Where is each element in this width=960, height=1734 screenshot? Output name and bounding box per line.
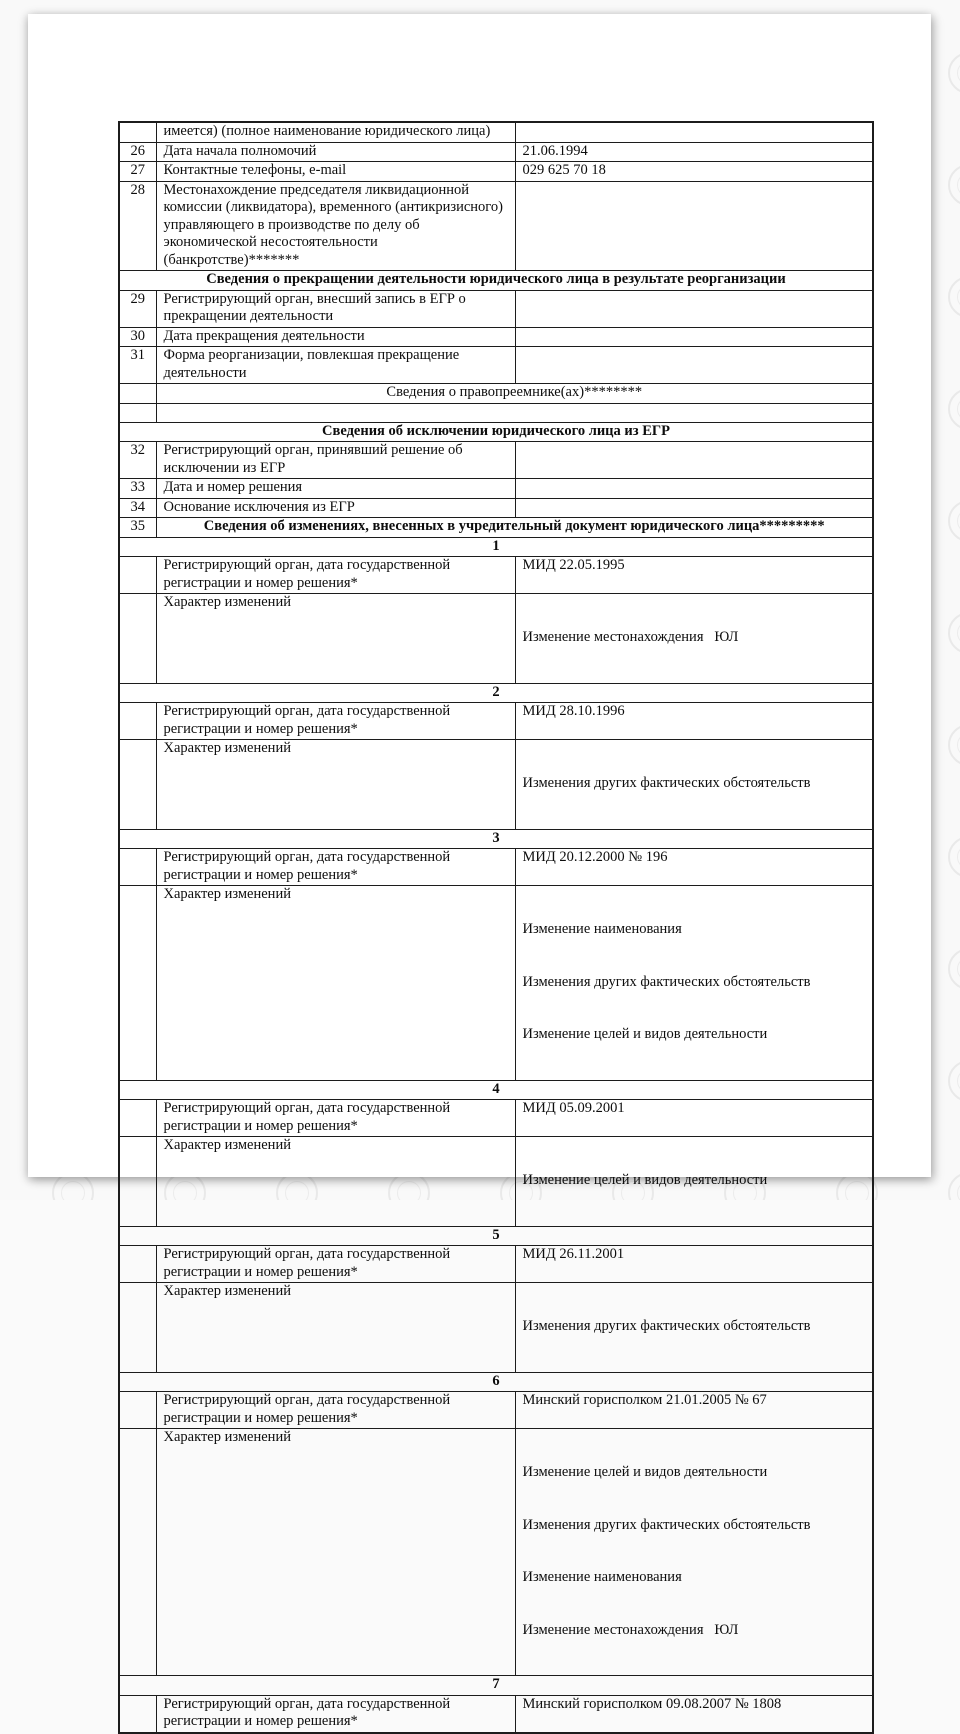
amendment-number: 4	[119, 1080, 873, 1100]
amendment-number-row	[119, 829, 873, 849]
section-header-reorganization	[119, 271, 873, 291]
label-cell: Регистрирующий орган, дата государственной регистрации и номер решения*	[156, 849, 515, 886]
value-cell: МИД 22.05.1995	[515, 557, 873, 594]
change-item: Изменение местонахождения ЮЛ	[522, 629, 739, 645]
value-cell: Минский горисполком 09.08.2007 № 1808	[515, 1695, 873, 1733]
label-cell: Дата прекращения деятельности	[156, 327, 515, 347]
row-number-cell	[119, 886, 156, 1081]
change-item: Изменение целей и видов деятельности	[522, 1464, 768, 1480]
successor-title: Сведения о правопреемнике(ах)********	[156, 384, 873, 404]
label-cell: Характер изменений	[156, 594, 515, 684]
table-row-29	[119, 290, 873, 327]
change-item: Изменения других фактических обстоятельств	[522, 775, 811, 791]
row-number-cell	[119, 1429, 156, 1676]
label-cell: Регистрирующий орган, дата государственной регистрации и номер решения*	[156, 1246, 515, 1283]
table-row-33	[119, 479, 873, 499]
registry-table	[118, 121, 874, 1734]
amendment-org-row	[119, 1695, 873, 1733]
amendments-title: Сведения об изменениях, внесенных в учредительный документ юридического лица*********	[156, 518, 873, 538]
row-number-cell	[119, 557, 156, 594]
label-cell: Дата и номер решения	[156, 479, 515, 499]
value-cell	[515, 1283, 873, 1373]
change-item: Изменение наименования	[522, 1569, 682, 1585]
section-title: Сведения о прекращении деятельности юридического лица в результате реорганизации	[119, 271, 873, 291]
value-cell: МИД 05.09.2001	[515, 1100, 873, 1137]
pattern-motif	[939, 603, 960, 662]
pattern-motif	[939, 827, 960, 886]
value-cell	[515, 886, 873, 1081]
amendment-number: 2	[119, 683, 873, 703]
amendment-number: 5	[119, 1226, 873, 1246]
value-cell	[515, 290, 873, 327]
value-cell	[515, 327, 873, 347]
amendment-changes-row	[119, 1283, 873, 1373]
row-number-cell	[119, 384, 156, 404]
amendment-org-row	[119, 849, 873, 886]
amendment-org-row	[119, 1100, 873, 1137]
pattern-motif	[939, 1163, 960, 1200]
pattern-motif	[939, 155, 960, 214]
value-cell	[515, 347, 873, 384]
table-row-28	[119, 181, 873, 271]
label-cell: Регистрирующий орган, дата государственной регистрации и номер решения*	[156, 557, 515, 594]
empty-cell	[156, 403, 873, 422]
value-cell	[515, 594, 873, 684]
amendment-number: 1	[119, 537, 873, 557]
row-number-cell	[119, 1695, 156, 1733]
table-row-35	[119, 518, 873, 538]
value-cell	[515, 479, 873, 499]
row-number-cell	[119, 703, 156, 740]
value-cell	[515, 181, 873, 271]
row-number-cell: 28	[119, 181, 156, 271]
label-cell: Характер изменений	[156, 1137, 515, 1227]
amendment-number-row	[119, 683, 873, 703]
table-row-27	[119, 162, 873, 182]
change-item: Изменения других фактических обстоятельств	[522, 1318, 811, 1334]
pattern-motif	[939, 379, 960, 438]
label-cell: Характер изменений	[156, 1429, 515, 1676]
row-number-cell: 35	[119, 518, 156, 538]
amendment-number-row	[119, 1676, 873, 1696]
table-row-continuation	[119, 122, 873, 142]
value-cell: 21.06.1994	[515, 142, 873, 162]
label-cell: Контактные телефоны, e-mail	[156, 162, 515, 182]
value-cell: МИД 20.12.2000 № 196	[515, 849, 873, 886]
amendment-changes-row	[119, 594, 873, 684]
row-number-cell	[119, 1246, 156, 1283]
label-cell: Дата начала полномочий	[156, 142, 515, 162]
amendment-number-row	[119, 1372, 873, 1392]
amendment-number: 6	[119, 1372, 873, 1392]
section-header-exclusion	[119, 422, 873, 442]
table-row-31	[119, 347, 873, 384]
value-cell: МИД 26.11.2001	[515, 1246, 873, 1283]
label-cell: Форма реорганизации, повлекшая прекращение деятельности	[156, 347, 515, 384]
row-number-cell	[119, 403, 156, 422]
row-number-cell	[119, 1137, 156, 1227]
value-cell: 029 625 70 18	[515, 162, 873, 182]
amendment-changes-row	[119, 1429, 873, 1676]
amendment-changes-row	[119, 740, 873, 830]
label-cell: Регистрирующий орган, дата государственной регистрации и номер решения*	[156, 1100, 515, 1137]
amendment-number-row	[119, 1080, 873, 1100]
successor-title-row	[119, 384, 873, 404]
table-row-32	[119, 442, 873, 479]
table-row-30	[119, 327, 873, 347]
registry-table-container	[118, 121, 872, 1734]
row-number-cell	[119, 1392, 156, 1429]
change-item: Изменения других фактических обстоятельств	[522, 973, 811, 990]
pattern-motif	[939, 939, 960, 998]
row-number-cell	[119, 122, 156, 142]
row-number-cell: 31	[119, 347, 156, 384]
change-item: Изменение местонахождения ЮЛ	[522, 1621, 739, 1638]
pattern-motif	[939, 267, 960, 326]
label-cell: Характер изменений	[156, 740, 515, 830]
amendment-org-row	[119, 1392, 873, 1429]
label-cell: Регистрирующий орган, дата государственной регистрации и номер решения*	[156, 1392, 515, 1429]
row-number-cell	[119, 1283, 156, 1373]
change-item: Изменения других фактических обстоятельств	[522, 1516, 811, 1533]
row-number-cell: 27	[119, 162, 156, 182]
amendment-number: 3	[119, 829, 873, 849]
pattern-motif	[939, 715, 960, 774]
value-cell	[515, 122, 873, 142]
amendment-org-row	[119, 557, 873, 594]
row-number-cell	[119, 594, 156, 684]
table-row-26	[119, 142, 873, 162]
label-cell: Основание исключения из ЕГР	[156, 498, 515, 518]
amendment-number: 7	[119, 1676, 873, 1696]
label-cell: Характер изменений	[156, 886, 515, 1081]
row-number-cell: 33	[119, 479, 156, 499]
row-number-cell: 30	[119, 327, 156, 347]
value-cell: Минский горисполком 21.01.2005 № 67	[515, 1392, 873, 1429]
row-number-cell: 32	[119, 442, 156, 479]
amendment-number-row	[119, 537, 873, 557]
value-cell	[515, 498, 873, 518]
change-item: Изменение целей и видов деятельности	[522, 1172, 768, 1188]
row-number-cell	[119, 1100, 156, 1137]
value-cell	[515, 1137, 873, 1227]
row-number-cell: 34	[119, 498, 156, 518]
change-item: Изменение целей и видов деятельности	[522, 1026, 768, 1042]
row-number-cell	[119, 740, 156, 830]
amendment-org-row	[119, 703, 873, 740]
value-cell	[515, 740, 873, 830]
amendment-org-row	[119, 1246, 873, 1283]
row-number-cell: 29	[119, 290, 156, 327]
value-cell: МИД 28.10.1996	[515, 703, 873, 740]
label-cell: Местонахождение председателя ликвидационной комиссии (ликвидатора), временного (антикризисного) управляющего в производстве по делу об экономической несостоятельности (банкротстве)*******	[156, 181, 515, 271]
value-cell	[515, 442, 873, 479]
label-cell: Регистрирующий орган, внесший запись в ЕГР о прекращении деятельности	[156, 290, 515, 327]
document-page	[28, 14, 931, 1729]
row-number-cell	[119, 849, 156, 886]
amendment-changes-row	[119, 886, 873, 1081]
label-cell: Регистрирующий орган, принявший решение об исключении из ЕГР	[156, 442, 515, 479]
section-title: Сведения об исключении юридического лица из ЕГР	[119, 422, 873, 442]
pattern-motif	[939, 491, 960, 550]
label-cell: имеется) (полное наименование юридического лица)	[156, 122, 515, 142]
amendment-number-row	[119, 1226, 873, 1246]
row-number-cell: 26	[119, 142, 156, 162]
empty-row	[119, 403, 873, 422]
label-cell: Характер изменений	[156, 1283, 515, 1373]
label-cell: Регистрирующий орган, дата государственной регистрации и номер решения*	[156, 703, 515, 740]
value-cell	[515, 1429, 873, 1676]
amendment-changes-row	[119, 1137, 873, 1227]
change-item: Изменение наименования	[522, 921, 682, 937]
label-cell: Регистрирующий орган, дата государственной регистрации и номер решения*	[156, 1695, 515, 1733]
pattern-motif	[939, 1051, 960, 1110]
table-row-34	[119, 498, 873, 518]
pattern-motif	[939, 43, 960, 102]
